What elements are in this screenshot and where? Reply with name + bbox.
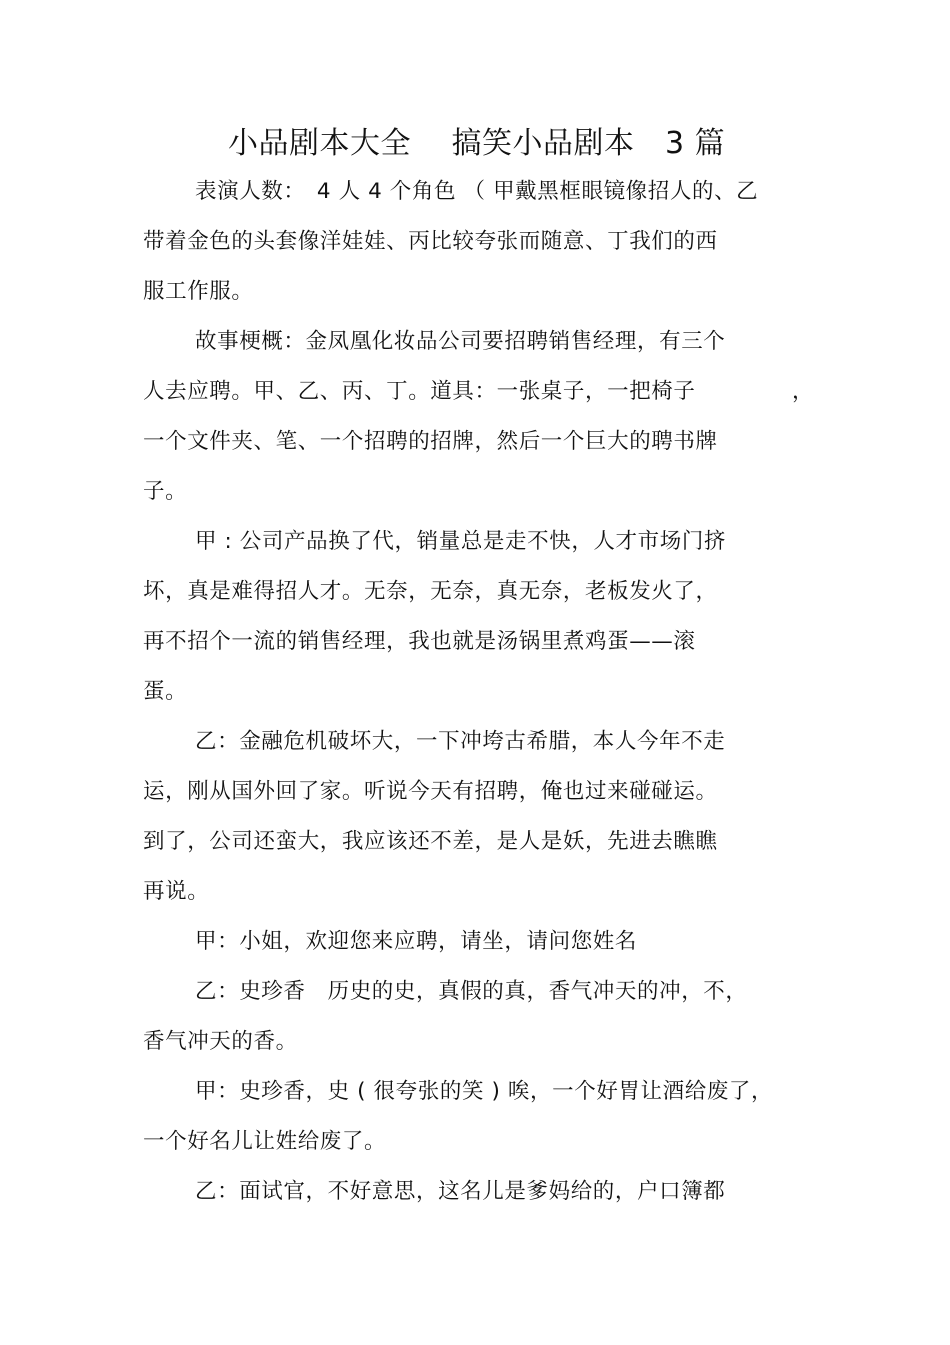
text-line: 带着金色的头套像洋娃娃、丙比较夸张而随意、丁我们的西 xyxy=(143,229,718,254)
text-line: 甲 : 公司产品换了代，销量总是走不快，人才市场门挤 xyxy=(195,529,727,554)
text-line: 表演人数： 4 人 4 个角色 （ 甲戴黑框眼镜像招人的、乙 xyxy=(195,179,759,204)
stray-comma: ， xyxy=(792,379,814,404)
text-line: 乙：面试官，不好意思，这名儿是爹妈给的，户口簿都 xyxy=(195,1179,726,1204)
text-line: 香气冲天的香。 xyxy=(143,1029,298,1054)
text-line: 乙：金融危机破坏大，一下冲垮古希腊，本人今年不走 xyxy=(195,729,726,754)
text-line: 乙：史珍香 历史的史，真假的真，香气冲天的冲，不， xyxy=(195,979,748,1004)
text-line: 甲：小姐，欢迎您来应聘，请坐，请问您姓名 xyxy=(195,929,638,954)
text-line: 坏，真是难得招人才。无奈，无奈，真无奈，老板发火了， xyxy=(143,579,718,604)
text-line: 一个文件夹、笔、一个招聘的招牌，然后一个巨大的聘书牌 xyxy=(143,429,718,454)
text-line: 甲：史珍香，史 ( 很夸张的笑 ) 唉，一个好胃让酒给废了， xyxy=(195,1079,774,1104)
text-line: 故事梗概：金凤凰化妆品公司要招聘销售经理，有三个 xyxy=(195,329,726,354)
text-line: 子。 xyxy=(143,479,188,504)
text-line: 再不招个一流的销售经理，我也就是汤锅里煮鸡蛋——滚 xyxy=(143,629,696,654)
text-line: 运，刚从国外回了家。听说今天有招聘，俺也过来碰碰运。 xyxy=(143,779,718,804)
text-line: 再说。 xyxy=(143,879,210,904)
document-title: 小品剧本大全 搞笑小品剧本 3 篇 xyxy=(228,126,726,161)
text-line: 人去应聘。甲、乙、丙、丁。道具：一张桌子，一把椅子 xyxy=(143,379,696,404)
text-line: 蛋。 xyxy=(143,679,188,704)
text-line: 到了，公司还蛮大，我应该还不差，是人是妖，先进去瞧瞧 xyxy=(143,829,718,854)
text-line: 一个好名儿让姓给废了。 xyxy=(143,1129,387,1154)
text-line: 服工作服。 xyxy=(143,279,254,304)
